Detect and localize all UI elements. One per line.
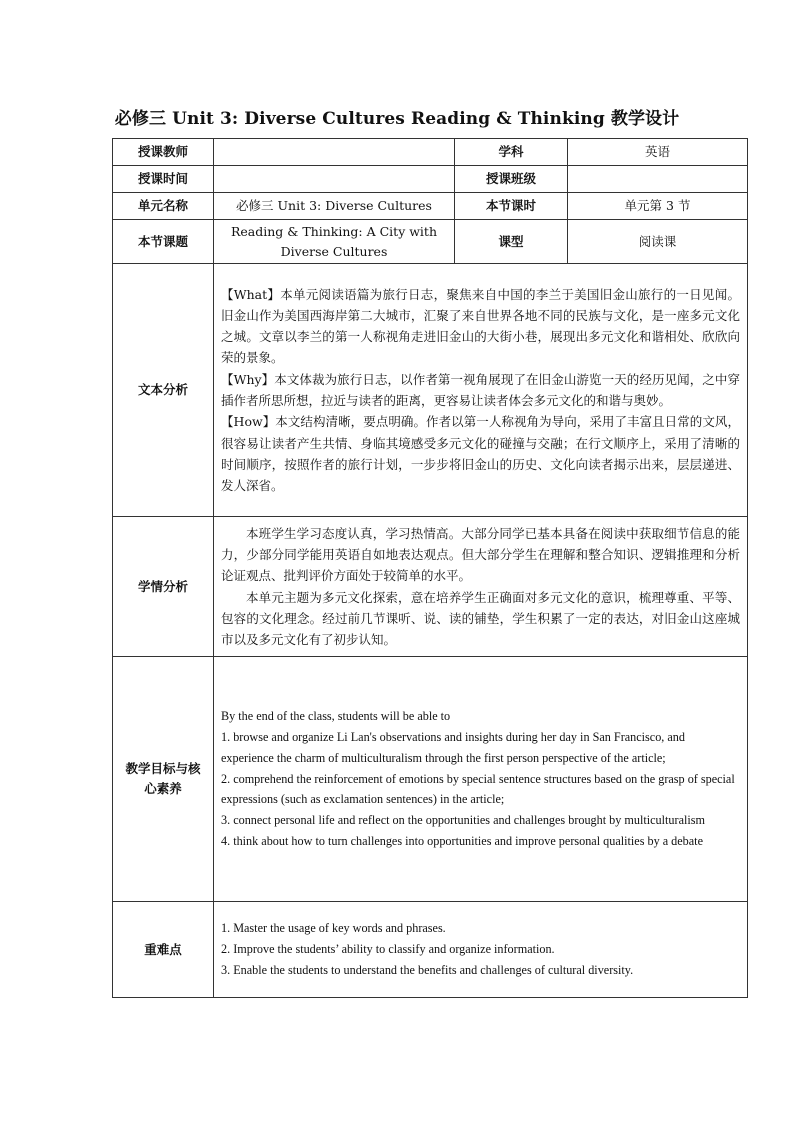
row-learner-analysis	[113, 517, 748, 657]
subject-value: 英语	[568, 139, 748, 166]
row-objectives	[113, 657, 748, 902]
learner-analysis-content	[214, 517, 748, 657]
key-point-3: 3. Enable the students to understand the benefits and challenges of cultural diversity.	[221, 963, 634, 977]
text-analysis-what: 【What】本单元阅读语篇为旅行日志，聚焦来自中国的李兰于美国旧金山旅行的一日见闻。旧金山作为美国西海岸第二大城市，汇聚了来自世界各地不同的民族与文化，是一座多元文化之城。文章以李兰的第一人称视角走进旧金山的大街小巷，展现出多元文化和谐相处、欣欣向荣的景象。	[221, 286, 740, 366]
unit-label: 单元名称	[113, 193, 214, 220]
objectives-label-line-1: 教学目标与核	[125, 761, 201, 776]
type-value: 阅读课	[568, 220, 748, 264]
text-analysis-content	[214, 264, 748, 517]
unit-value: 必修三 Unit 3: Diverse Cultures	[214, 193, 455, 220]
objectives-content	[214, 657, 748, 902]
row-unit-period	[113, 193, 748, 220]
objective-4: 4. think about how to turn challenges into opportunities and improve personal qualities by a debate	[221, 833, 703, 848]
period-label: 本节课时	[455, 193, 568, 220]
row-topic-type	[113, 220, 748, 264]
row-teacher-subject	[113, 139, 748, 166]
time-value	[214, 166, 455, 193]
objective-3: 3. connect personal life and reflect on the opportunities and challenges brought by multiculturalism	[221, 813, 705, 828]
key-points-label: 重难点	[113, 902, 214, 998]
objectives-label-line-2: 心素养	[144, 781, 182, 796]
key-point-2: 2. Improve the students’ ability to classify and organize information.	[221, 942, 555, 956]
lesson-plan-table	[112, 138, 748, 998]
topic-line-2: Diverse Cultures	[280, 243, 388, 259]
objective-1: 1. browse and organize Li Lan's observations and insights during her day in San Francisco, and experience the charm of multiculturalism through the first person perspective of the article;	[221, 730, 685, 765]
key-point-1: 1. Master the usage of key words and phrases.	[221, 921, 446, 935]
row-key-points	[113, 902, 748, 998]
teacher-value	[214, 139, 455, 166]
subject-label: 学科	[455, 139, 568, 166]
objective-intro: By the end of the class, students will be able to	[221, 709, 451, 724]
class-value	[568, 166, 748, 193]
objectives-label	[113, 657, 214, 902]
page-title: 必修三 Unit 3: Diverse Cultures Reading & Thinking 教学设计	[114, 109, 680, 129]
text-analysis-how: 【How】本文结构清晰，要点明确。作者以第一人称视角为导向，采用了丰富且日常的文风，很容易让读者产生共情、身临其境感受多元文化的碰撞与交融；在行文顺序上，采用了清晰的时间顺序，按照作者的旅行计划，一步步将旧金山的历史、文化向读者揭示出来，层层递进、发人深省。	[221, 414, 740, 494]
key-points-content	[214, 902, 748, 998]
topic-label: 本节课题	[113, 220, 214, 264]
row-time-class	[113, 166, 748, 193]
topic-value	[214, 220, 455, 264]
type-label: 课型	[455, 220, 568, 264]
objective-2: 2. comprehend the reinforcement of emotions by special sentence structures based on the grasp of special expressions (such as exclamation sentences) in the article;	[221, 771, 735, 807]
teacher-label: 授课教师	[113, 139, 214, 166]
learner-paragraph-1: 本班学生学习态度认真，学习热情高。大部分同学已基本具备在阅读中获取细节信息的能力，少部分同学能用英语自如地表达观点。但大部分学生在理解和整合知识、逻辑推理和分析论证观点、批判评价方面处于较简单的水平。	[221, 525, 740, 584]
text-analysis-label: 文本分析	[113, 264, 214, 517]
learner-label: 学情分析	[113, 517, 214, 657]
text-analysis-why: 【Why】本文体裁为旅行日志，以作者第一视角展现了在旧金山游览一天的经历见闻，之中穿插作者所思所想，拉近与读者的距离，更容易让读者体会多元文化的和谐与奥妙。	[221, 371, 740, 408]
period-value: 单元第 3 节	[568, 193, 748, 220]
row-text-analysis	[113, 264, 748, 517]
learner-paragraph-2: 本单元主题为多元文化探索，意在培养学生正确面对多元文化的意识，梳理尊重、平等、包容的文化理念。经过前几节课听、说、读的铺垫，学生积累了一定的表达，对旧金山这座城市以及多元文化有了初步认知。	[221, 589, 740, 648]
time-label: 授课时间	[113, 166, 214, 193]
topic-line-1: Reading & Thinking: A City with	[230, 223, 438, 239]
class-label: 授课班级	[455, 166, 568, 193]
